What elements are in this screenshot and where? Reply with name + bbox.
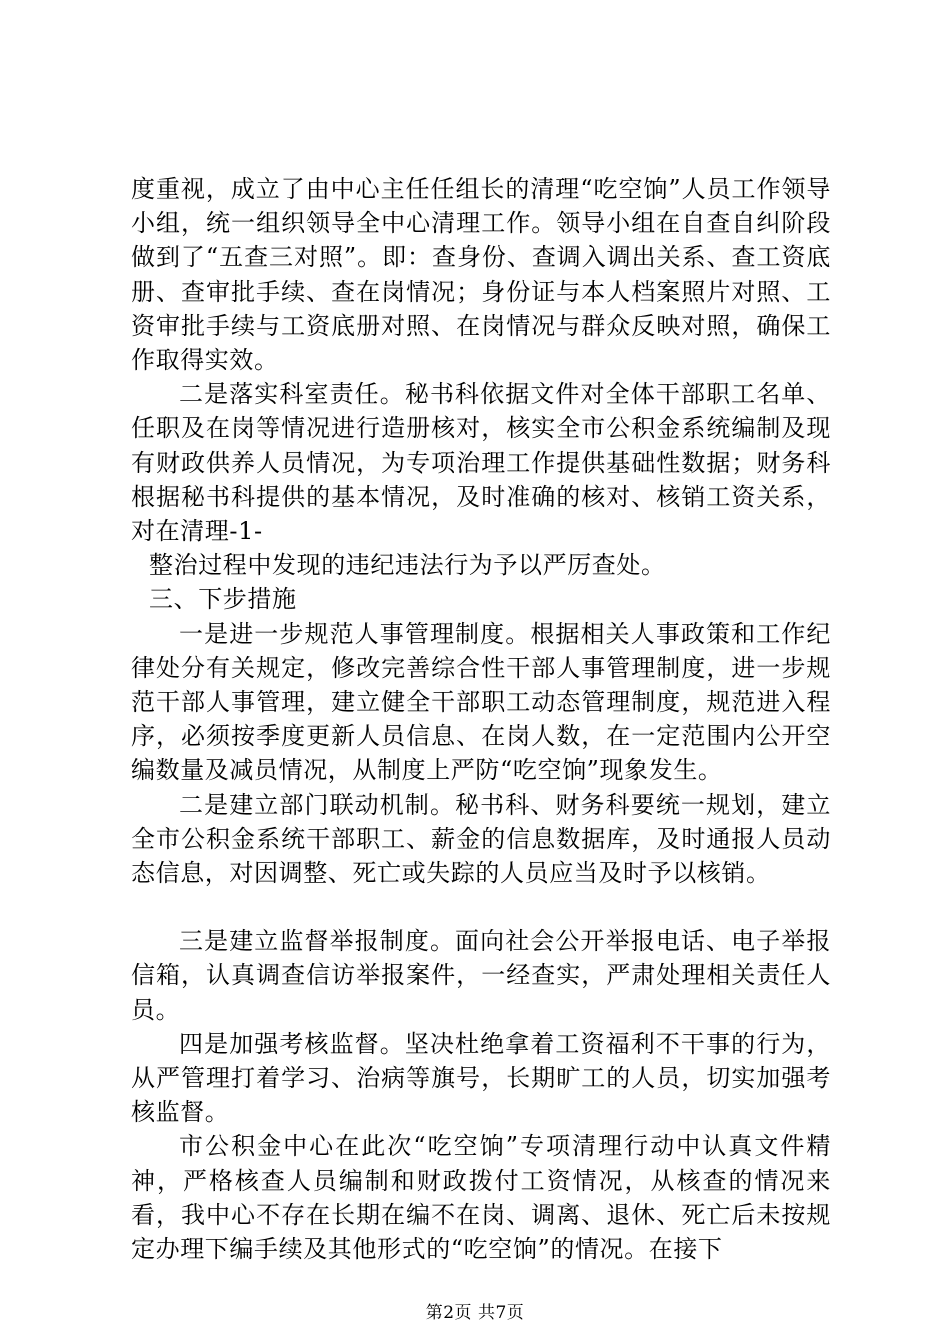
paragraph-3: 整治过程中发现的违纪违法行为予以严厉查处。 [149, 551, 666, 580]
paragraph-1: 度重视，成立了由中心主任任组长的清理“吃空饷”人员工作领导小组，统一组织领导全中心清理工作。领导小组在自查自纠阶段做到了“五查三对照”。即：查身份、查调入调出关系、查工资底册、查审批手续、查在岗情况；身份证与本人档案照片对照、工资审批手续与工资底册对照、在岗情况与群众反映对照，确保工作取得实效。 [131, 175, 831, 375]
page-number-footer: 第2页 共7页 [425, 1303, 525, 1323]
paragraph-gap [131, 890, 831, 924]
paragraph-7: 四是加强考核监督。坚决杜绝拿着工资福利不干事的行为，从严管理打着学习、治病等旗号，长期旷工的人员，切实加强考核监督。 [131, 1029, 831, 1127]
paragraph-6: 三是建立监督举报制度。面向社会公开举报电话、电子举报信箱，认真调查信访举报案件，一经查实，严肃处理相关责任人员。 [131, 927, 831, 1024]
paragraph-4: 一是进一步规范人事管理制度。根据相关人事政策和工作纪律处分有关规定，修改完善综合性干部人事管理制度，进一步规范干部人事管理，建立健全干部职工动态管理制度，规范进入程序，必须按季度更新人员信息、在岗人数，在一定范围内公开空编数量及减员情况，从制度上严防“吃空饷”现象发生。 [131, 619, 831, 785]
paragraph-5: 二是建立部门联动机制。秘书科、财务科要统一规划，建立全市公积金系统干部职工、薪金的信息数据库，及时通报人员动态信息，对因调整、死亡或失踪的人员应当及时予以核销。 [131, 790, 831, 888]
paragraph-2: 二是落实科室责任。秘书科依据文件对全体干部职工名单、任职及在岗等情况进行造册核对，核实全市公积金系统编制及现有财政供养人员情况，为专项治理工作提供基础性数据；财务科根据秘书科提供的基本情况，及时准确的核对、核销工资关系，对在清理-1- [131, 380, 831, 546]
section-heading: 三、下步措施 [149, 585, 297, 614]
paragraph-8: 市公积金中心在此次“吃空饷”专项清理行动中认真文件精神，严格核查人员编制和财政拨付工资情况，从核查的情况来看，我中心不存在长期在编不在岗、调离、退休、死亡后未按规定办理下编手续及其他形式的“吃空饷”的情况。在接下 [131, 1132, 831, 1264]
document-body [131, 172, 831, 1266]
